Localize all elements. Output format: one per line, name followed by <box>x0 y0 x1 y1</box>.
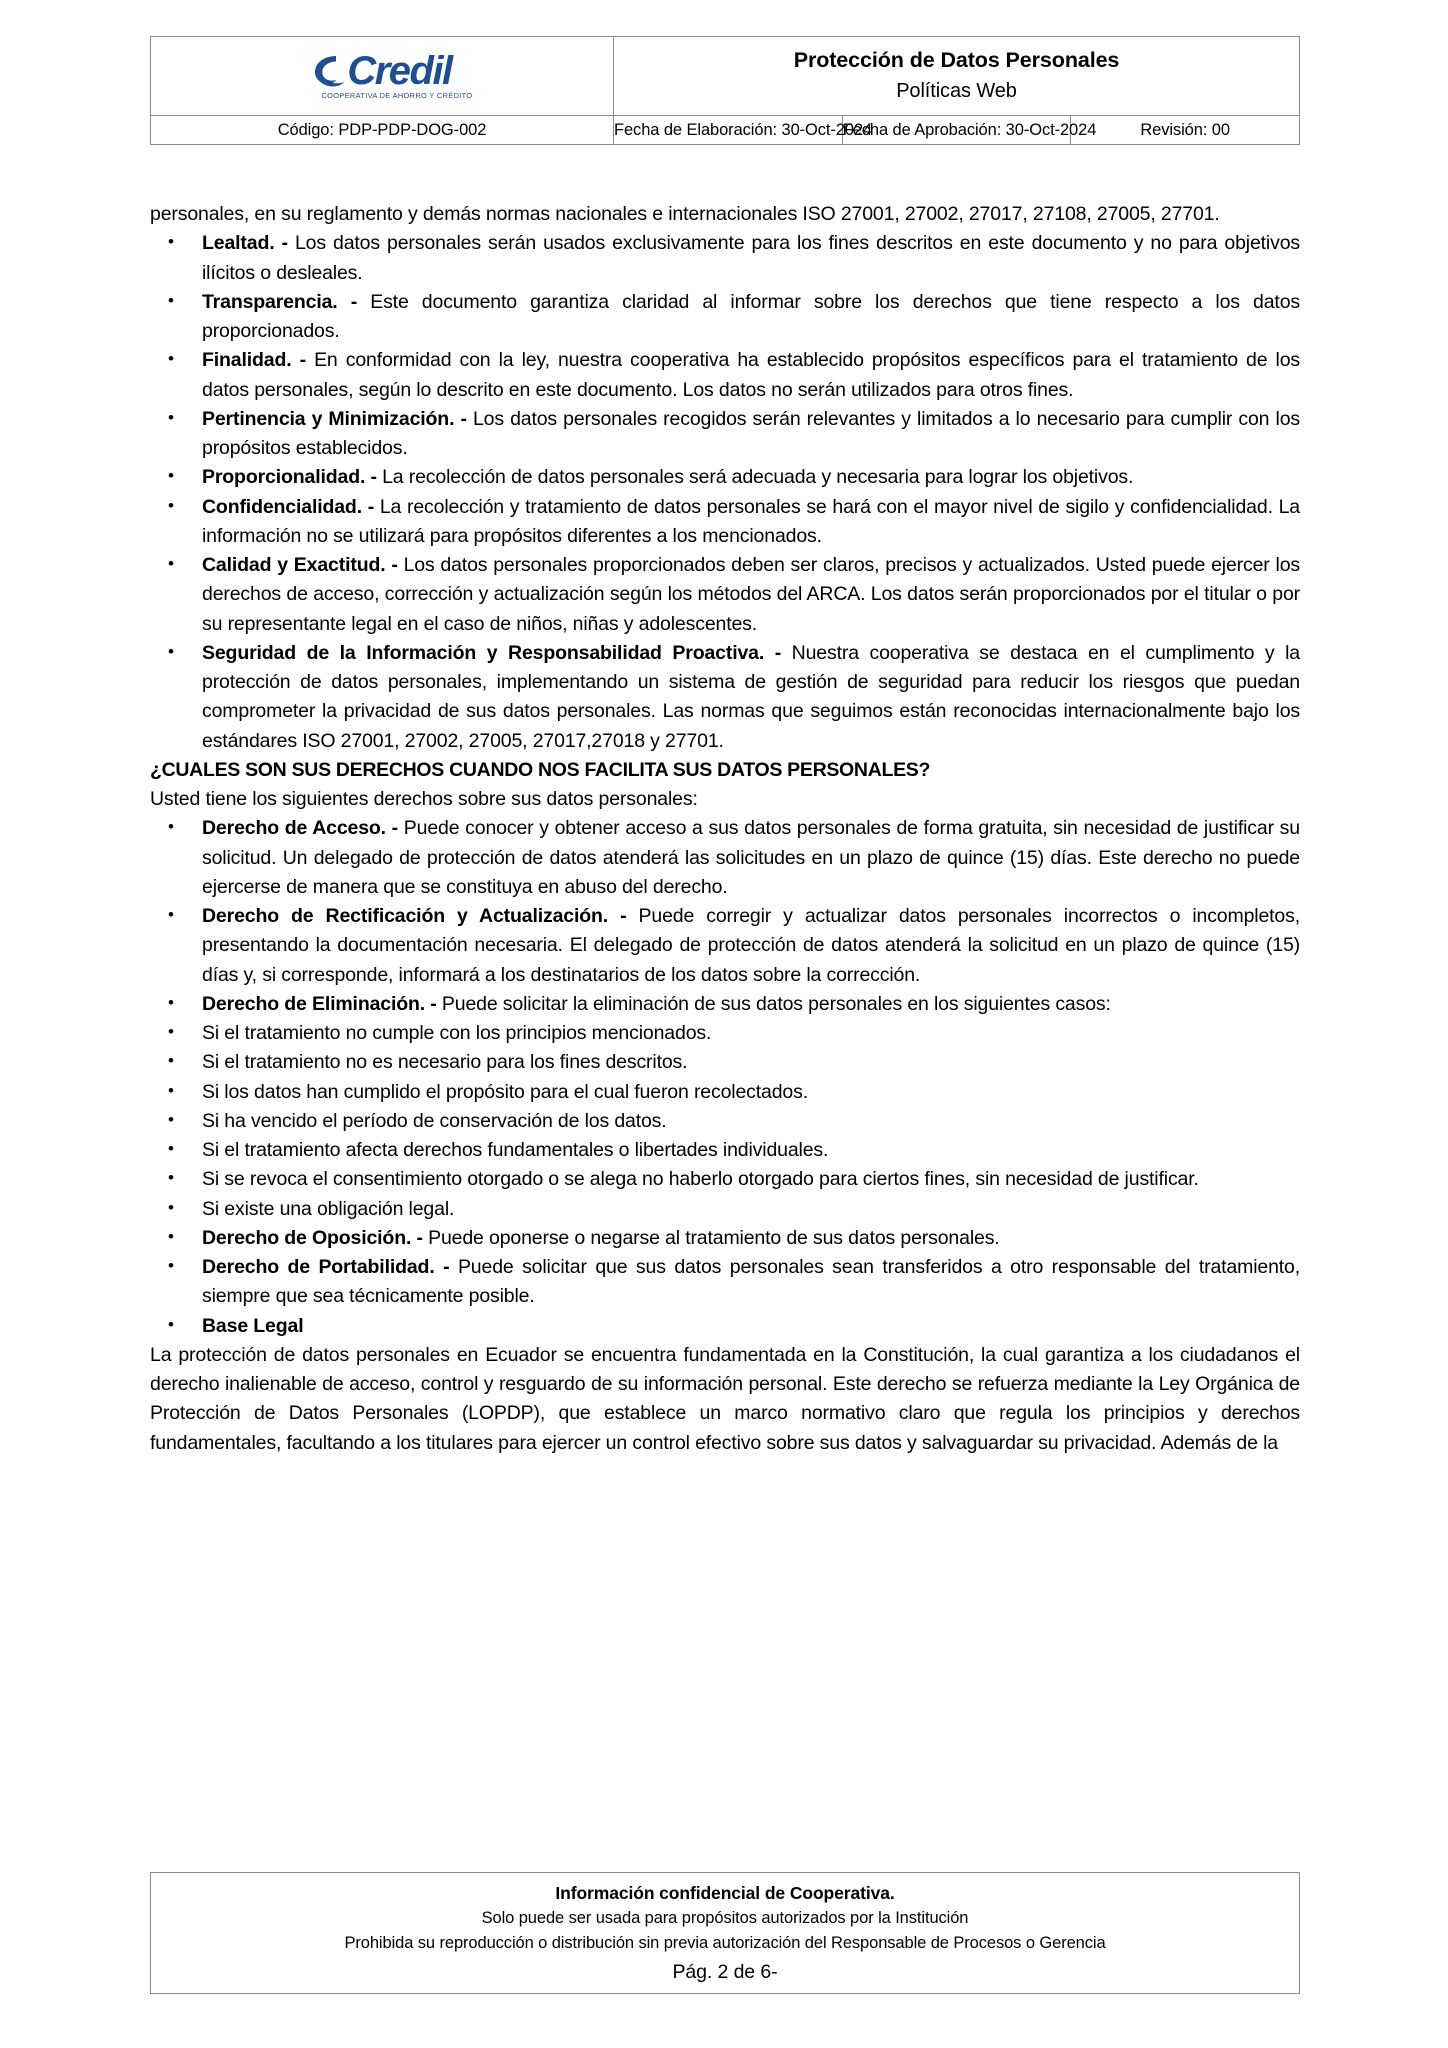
list-item <box>150 1019 1300 1048</box>
base-legal-bullet <box>202 1312 1300 1341</box>
bullet-icon: • <box>168 817 174 837</box>
right-eliminacion <box>202 990 1300 1019</box>
logo-main <box>312 49 452 94</box>
principle-term: Confidencialidad. - <box>202 495 375 518</box>
right-desc: Puede oponerse o negarse al tratamiento de sus datos personales. <box>422 1226 1000 1249</box>
base-legal-label: Base Legal <box>202 1314 304 1337</box>
elimination-case: Si se revoca el consentimiento otorgado o se alega no haberlo otorgado para ciertos fines, sin necesidad de justificar. <box>202 1168 1199 1191</box>
list-item <box>150 551 1300 639</box>
bullet-icon: • <box>168 232 174 252</box>
bullet-icon: • <box>168 290 174 310</box>
document-title: Protección de Datos Personales <box>793 48 1120 73</box>
header-codigo: Código: PDP-PDP-DOG-002 <box>151 116 614 145</box>
bullet-icon: • <box>168 407 174 427</box>
right-term: Derecho de Rectificación y Actualización. - <box>202 905 627 927</box>
principle-confidencialidad <box>202 493 1300 552</box>
principle-desc: En conformidad con la ley, nuestra cooperativa ha establecido propósitos específicos para el tratamiento de los datos personales, según lo descrito en este documento. Los datos no serán utilizados para otros fines. <box>202 349 1300 401</box>
principle-term: Proporcionalidad. - <box>202 466 377 489</box>
header-fecha-elaboracion: Fecha de Elaboración: 30-Oct-2024 <box>614 116 843 145</box>
rights-section-heading: ¿CUALES SON SUS DERECHOS CUANDO NOS FACILITA SUS DATOS PERSONALES? <box>150 758 931 781</box>
principle-desc: Los datos personales recogidos serán relevantes y limitados a lo necesario para cumplir con los propósitos establecidos. <box>202 407 1300 459</box>
principle-pertinencia-minimizacion <box>202 405 1300 464</box>
elimination-case: Si ha vencido el período de conservación de los datos. <box>202 1109 667 1132</box>
bullet-icon: • <box>168 1314 174 1334</box>
list-item <box>150 1078 1300 1107</box>
bullet-icon: • <box>168 1256 174 1275</box>
principle-term: Seguridad de la Información y Responsabilidad Proactiva. - <box>202 641 782 664</box>
header-logo-cell <box>151 37 614 116</box>
elimination-case: Si el tratamiento no es necesario para los fines descritos. <box>202 1051 688 1074</box>
footer-page-number: Pág. 2 de 6- <box>672 1960 778 1983</box>
list-item <box>150 493 1300 552</box>
elimination-case: Si el tratamiento afecta derechos fundamentales o libertades individuales. <box>202 1139 829 1161</box>
principle-term: Calidad y Exactitud. - <box>202 554 398 576</box>
right-acceso <box>202 814 1300 902</box>
bullet-icon: • <box>168 349 174 369</box>
list-item <box>150 814 1300 902</box>
document-body <box>150 200 1300 1458</box>
principle-desc: Este documento garantiza claridad al informar sobre los derechos que tiene respecto a los datos proporcionados. <box>202 290 1300 342</box>
footer-line-2: Prohibida su reproducción o distribución sin previa autorización del Responsable de Procesos o Gerencia <box>344 1934 1106 1953</box>
principle-term: Lealtad. - <box>202 232 288 255</box>
bullet-icon: • <box>168 1139 174 1158</box>
list-item <box>150 902 1300 990</box>
right-portabilidad <box>202 1253 1300 1312</box>
bullet-icon: • <box>168 992 174 1012</box>
elimination-case: Si existe una obligación legal. <box>202 1197 455 1220</box>
base-legal-paragraph: La protección de datos personales en Ecuador se encuentra fundamentada en la Constitución, la cual garantiza a los ciudadanos el derecho inalienable de acceso, control y resguardo de su información personal. Este derecho se refuerza mediante la Ley Orgánica de Protección de Datos Personales (LOPDP), que establece un marco normativo claro que regula los principios y derechos fundamentales, facultando a los titulares para ejercer un control efectivo sobre sus datos y salvaguardar su privacidad. Además de la <box>150 1343 1300 1454</box>
intro-continuation-paragraph: personales, en su reglamento y demás normas nacionales e internacionales ISO 27001, 27002, 27017, 27108, 27005, 27701. <box>150 203 1220 225</box>
principle-proporcionalidad <box>202 463 1300 492</box>
principle-term: Pertinencia y Minimización. - <box>202 407 467 430</box>
right-desc: Puede solicitar que sus datos personales sean transferidos a otro responsable del tratamiento, siempre que sea técnicamente posible. <box>202 1256 1300 1308</box>
list-item <box>150 405 1300 464</box>
principle-seguridad-informacion <box>202 639 1300 756</box>
list-item <box>150 1107 1300 1136</box>
document-footer <box>150 1872 1300 1994</box>
credil-swirl-icon <box>312 52 346 90</box>
right-rectificacion-actualizacion <box>202 902 1300 990</box>
principle-term: Finalidad. - <box>202 349 306 372</box>
principle-desc: Los datos personales proporcionados deben ser claros, precisos y actualizados. Usted puede ejercer los derechos de acceso, corrección y actualización según los métodos del ARCA. Los datos serán proporcionados por el titular o por su representante legal en el caso de niños, niñas y adolescentes. <box>202 554 1300 635</box>
header-title-cell <box>614 37 1300 116</box>
footer-title: Información confidencial de Cooperativa. <box>555 1883 895 1903</box>
bullet-icon: • <box>168 1168 174 1188</box>
list-item <box>150 990 1300 1019</box>
principle-desc: Los datos personales serán usados exclusivamente para los fines descritos en este documento y no para objetivos ilícitos o desleales. <box>202 232 1300 284</box>
right-desc: Puede corregir y actualizar datos personales incorrectos o incompletos, presentando la documentación necesaria. El delegado de protección de datos atenderá la solicitud en un plazo de quince (15) días y, si corresponde, informará a los destinatarios de los datos sobre la corrección. <box>202 905 1300 986</box>
list-item <box>150 1048 1300 1077</box>
bullet-icon: • <box>168 1022 174 1041</box>
principle-calidad-exactitud <box>202 551 1300 639</box>
principle-finalidad <box>202 346 1300 405</box>
list-item <box>150 1195 1300 1224</box>
list-item <box>150 346 1300 405</box>
right-oposicion <box>202 1224 1300 1253</box>
list-item <box>150 229 1300 288</box>
right-term: Derecho de Acceso. - <box>202 817 399 840</box>
bullet-icon: • <box>168 495 174 515</box>
bullet-icon: • <box>168 466 174 486</box>
logo-tagline: COOPERATIVA DE AHORRO Y CRÉDITO <box>321 91 473 101</box>
list-item <box>150 288 1300 347</box>
header-revision: Revisión: 00 <box>1071 116 1300 145</box>
list-item <box>150 639 1300 756</box>
bullet-icon: • <box>168 641 174 661</box>
footer-line-1: Solo puede ser usada para propósitos autorizados por la Institución <box>481 1909 969 1928</box>
rights-intro-paragraph: Usted tiene los siguientes derechos sobre sus datos personales: <box>150 788 698 810</box>
elimination-case: Si los datos han cumplido el propósito para el cual fueron recolectados. <box>202 1080 808 1103</box>
bullet-icon: • <box>168 905 174 924</box>
bullet-icon: • <box>168 1226 174 1246</box>
list-item <box>150 1253 1300 1312</box>
bullet-icon: • <box>168 1197 174 1217</box>
document-subtitle: Políticas Web <box>896 79 1017 102</box>
principle-transparencia <box>202 288 1300 347</box>
list-item <box>150 1312 1300 1341</box>
principle-lealtad <box>202 229 1300 288</box>
logo-wordmark: Credil <box>347 49 452 94</box>
list-item <box>150 1136 1300 1165</box>
principle-term: Transparencia. - <box>202 290 358 313</box>
credil-logo <box>151 49 613 101</box>
principle-desc: Nuestra cooperativa se destaca en el cumplimento y la protección de datos personales, implementando un sistema de gestión de seguridad para reducir los riesgos que puedan comprometer la privacidad de sus datos personales. Las normas que seguimos están reconocidas internacionalmente bajo los estándares ISO 27001, 27002, 27005, 27017,27018 y 27701. <box>202 641 1300 752</box>
right-term: Derecho de Oposición. - <box>202 1226 423 1249</box>
document-header-table <box>150 36 1300 145</box>
principle-desc: La recolección y tratamiento de datos personales se hará con el mayor nivel de sigilo y confidencialidad. La información no se utilizará para propósitos diferentes a los mencionados. <box>202 495 1301 547</box>
list-item <box>150 1224 1300 1253</box>
bullet-icon: • <box>168 1080 174 1100</box>
list-item <box>150 1165 1300 1194</box>
right-desc: Puede solicitar la eliminación de sus datos personales en los siguientes casos: <box>436 992 1111 1015</box>
elimination-case: Si el tratamiento no cumple con los principios mencionados. <box>202 1022 712 1044</box>
principle-desc: La recolección de datos personales será adecuada y necesaria para lograr los objetivos. <box>376 466 1134 489</box>
right-term: Derecho de Portabilidad. - <box>202 1256 450 1278</box>
list-item <box>150 463 1300 492</box>
header-fecha-aprobacion: Fecha de Aprobación: 30-Oct-2024 <box>842 116 1071 145</box>
bullet-icon: • <box>168 554 174 573</box>
right-desc: Puede conocer y obtener acceso a sus datos personales de forma gratuita, sin necesidad de justificar su solicitud. Un delegado de protección de datos atenderá las solicitudes en un plazo de quince (15) días. Este derecho no puede ejercerse de manera que se constituya en abuso del derecho. <box>202 817 1300 898</box>
bullet-icon: • <box>168 1109 174 1129</box>
bullet-icon: • <box>168 1051 174 1071</box>
right-term: Derecho de Eliminación. - <box>202 992 437 1015</box>
